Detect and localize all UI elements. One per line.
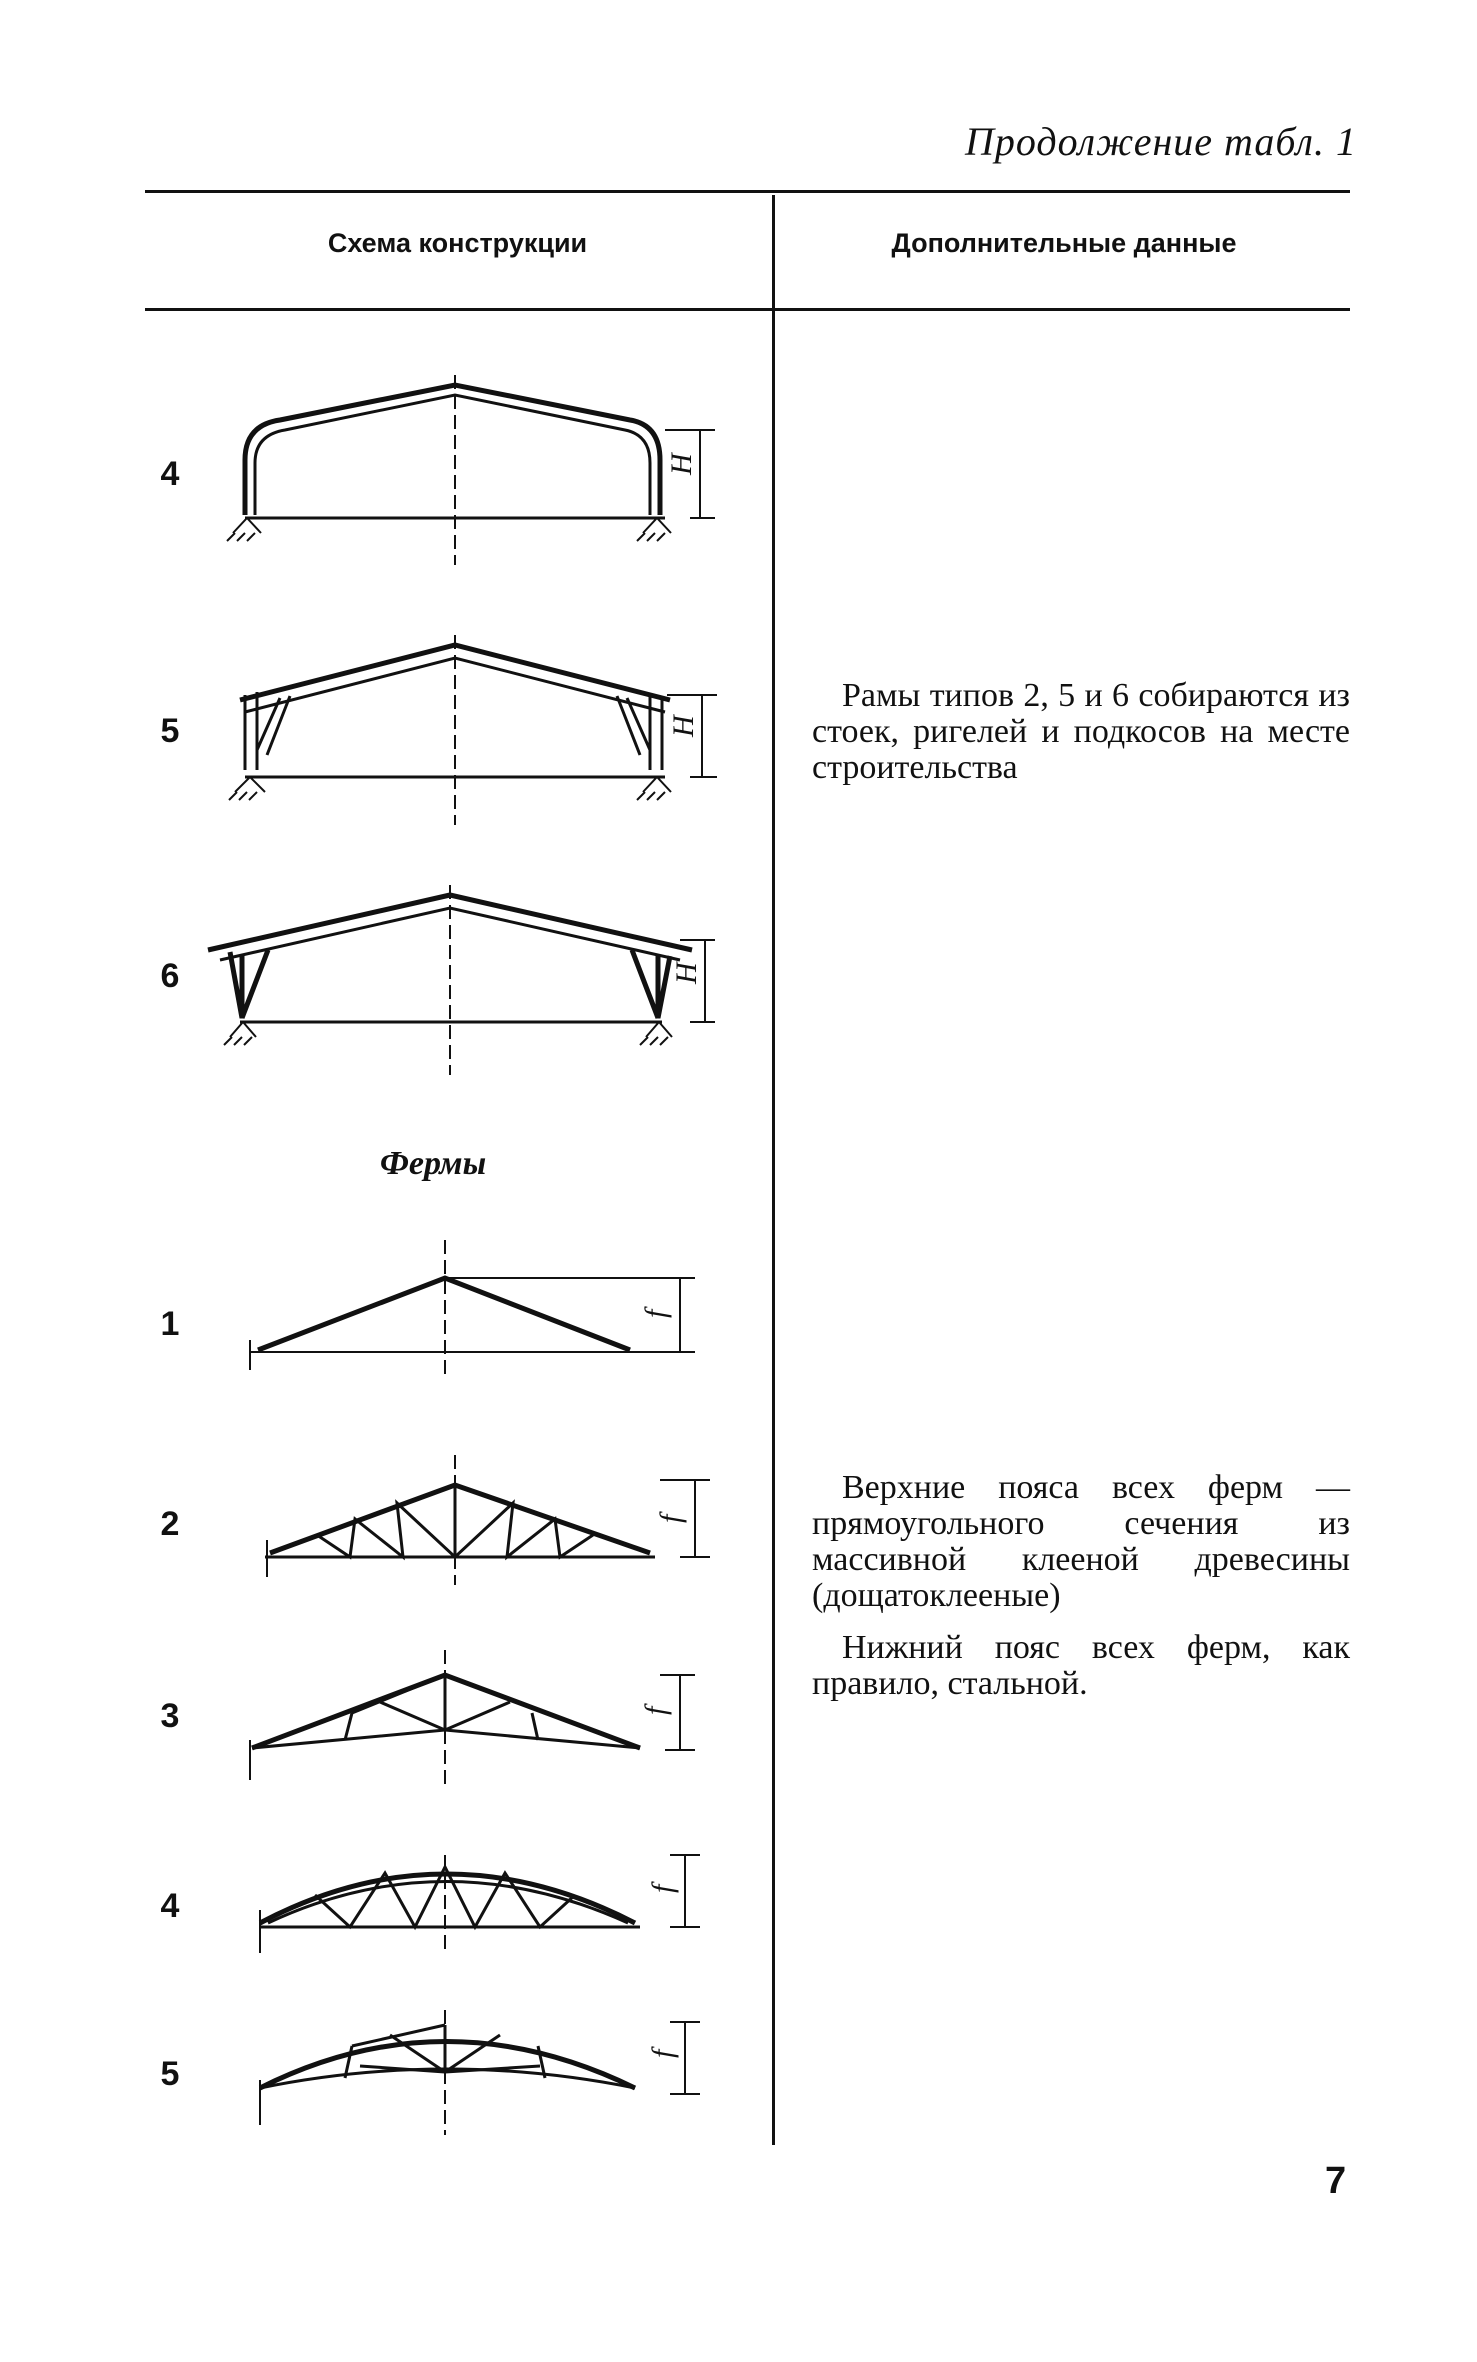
frame-5-dim-label: H <box>667 715 700 737</box>
frame-6-dim-label: H <box>670 962 703 984</box>
truss-number: 3 <box>160 1697 180 1735</box>
frame-5-drawing <box>205 620 765 830</box>
trusses-title: Фермы <box>380 1145 487 1182</box>
truss-1-dim-label: f <box>639 1309 672 1318</box>
truss-2-dim-label: f <box>654 1514 687 1523</box>
truss-number: 2 <box>160 1505 180 1543</box>
frame-number: 5 <box>160 712 180 750</box>
truss-3-drawing <box>240 1640 710 1790</box>
truss-3-structure <box>250 1650 695 1785</box>
frame-4-drawing <box>205 365 765 575</box>
column-divider <box>772 195 775 2145</box>
frame-4-structure <box>227 375 715 565</box>
truss-number: 4 <box>160 1887 180 1925</box>
col-header-scheme: Схема конструкции <box>327 228 588 258</box>
running-header: Продолжение табл. 1 <box>964 119 1357 164</box>
frame-6-drawing <box>200 870 760 1080</box>
truss-note-top-chord: Верхние пояса всех ферм — прямоугольного сечения из массивной клееной древесины (дощатоклееные) <box>812 1469 1350 1614</box>
truss-5-dim-label: f <box>646 2049 679 2058</box>
frame-number: 6 <box>160 957 180 995</box>
truss-1-structure <box>250 1240 695 1375</box>
truss-5-structure <box>260 2010 700 2135</box>
truss-number: 1 <box>160 1305 180 1343</box>
truss-number: 5 <box>160 2055 180 2093</box>
col-header-extra: Дополнительные данные <box>891 228 1237 258</box>
truss-note-bottom-chord: Нижний пояс всех ферм, как правило, стальной. <box>812 1629 1350 1702</box>
page-number: 7 <box>1325 2160 1347 2202</box>
frames-note: Рамы типов 2, 5 и 6 собираются из стоек, ригелей и подкосов на месте строительства <box>812 677 1350 786</box>
trusses-note-block <box>812 1470 1350 1702</box>
truss-1-drawing <box>240 1230 710 1380</box>
frames-note-block <box>812 678 1350 786</box>
frame-6-structure <box>208 885 715 1075</box>
truss-5-drawing <box>240 2010 710 2160</box>
truss-4-dim-label: f <box>646 1884 679 1893</box>
truss-2-structure <box>265 1455 710 1585</box>
frame-4-dim-label: H <box>665 453 698 475</box>
truss-4-drawing <box>240 1835 710 1985</box>
table-header-rule <box>145 308 1350 311</box>
truss-3-dim-label: f <box>639 1706 672 1715</box>
truss-2-drawing <box>255 1435 725 1585</box>
table-top-rule <box>145 190 1350 193</box>
frame-5-structure <box>229 635 717 825</box>
truss-4-structure <box>260 1855 700 1953</box>
frame-number: 4 <box>160 455 180 493</box>
